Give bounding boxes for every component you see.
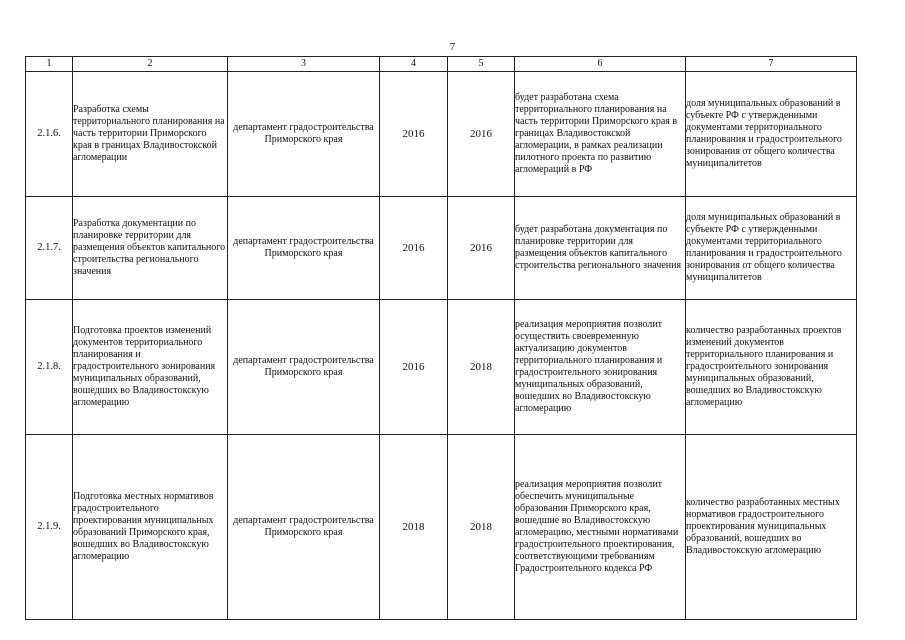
expected-result: реализация мероприятия позволит обеспечить муниципальные образования Приморского края, вошедшие во Владивостокскую агломерацию, местными нормативами градостроительного проектирования, соответствующими требованиям Градостроительного кодекса РФ xyxy=(515,435,686,620)
row-number: 2.1.6. xyxy=(26,72,73,197)
measures-table xyxy=(25,56,857,620)
expected-result: будет разработана документация по планировке территории для размещения объектов капитального строительства регионального значения xyxy=(515,197,686,300)
measure-name: Подготовка местных нормативов градостроительного проектирования муниципальных образований Приморского края, вошедших во Владивостокскую агломерацию xyxy=(73,435,228,620)
expected-result: будет разработана схема территориального планирования на часть территории Приморского края в границах Владивостокской агломерации, в рамках реализации пилотного проекта по развитию агломераций в РФ xyxy=(515,72,686,197)
page-number: 7 xyxy=(449,41,456,53)
start-year: 2016 xyxy=(380,72,448,197)
end-year: 2016 xyxy=(448,197,515,300)
indicator-link: доля муниципальных образований в субъекте РФ с утвержденными документами территориального планирования и градостроительного зонирования от общего количества муниципалитетов xyxy=(686,197,857,300)
measure-name: Подготовка проектов изменений документов территориального планирования и градостроительного зонирования муниципальных образований, вошедших во Владивостокскую агломерацию xyxy=(73,300,228,435)
row-number: 2.1.9. xyxy=(26,435,73,620)
end-year: 2016 xyxy=(448,72,515,197)
header-col-5: 5 xyxy=(448,57,515,72)
header-col-7: 7 xyxy=(686,57,857,72)
start-year: 2018 xyxy=(380,435,448,620)
table-row xyxy=(26,72,857,197)
measure-name: Разработка схемы территориального планирования на часть территории Приморского края в границах Владивостокской агломерации xyxy=(73,72,228,197)
header-col-3: 3 xyxy=(228,57,380,72)
header-col-2: 2 xyxy=(73,57,228,72)
header-row xyxy=(26,57,857,72)
header-col-6: 6 xyxy=(515,57,686,72)
indicator-link: количество разработанных проектов изменений документов территориального планирования и градостроительного зонирования муниципальных образований, вошедших во Владивостокскую агломерацию xyxy=(686,300,857,435)
start-year: 2016 xyxy=(380,197,448,300)
executor: департамент градостроительства Приморского края xyxy=(228,72,380,197)
indicator-link: количество разработанных местных нормативов градостроительного проектирования муниципальных образований, вошедших во Владивостокскую агломерацию xyxy=(686,435,857,620)
executor: департамент градостроительства Приморского края xyxy=(228,197,380,300)
measure-name: Разработка документации по планировке территории для размещения объектов капитального строительства регионального значения xyxy=(73,197,228,300)
end-year: 2018 xyxy=(448,435,515,620)
header-col-4: 4 xyxy=(380,57,448,72)
start-year: 2016 xyxy=(380,300,448,435)
row-number: 2.1.8. xyxy=(26,300,73,435)
executor: департамент градостроительства Приморского края xyxy=(228,435,380,620)
executor: департамент градостроительства Приморского края xyxy=(228,300,380,435)
end-year: 2018 xyxy=(448,300,515,435)
expected-result: реализация мероприятия позволит осуществить своевременную актуализацию документов территориального планирования и градостроительного зонирования муниципальных образований, вошедших во Владивостокскую агломерацию xyxy=(515,300,686,435)
row-number: 2.1.7. xyxy=(26,197,73,300)
table-row xyxy=(26,435,857,620)
table-row xyxy=(26,300,857,435)
table-row xyxy=(26,197,857,300)
header-col-1: 1 xyxy=(26,57,73,72)
indicator-link: доля муниципальных образований в субъекте РФ с утвержденными документами территориального планирования и градостроительного зонирования от общего количества муниципалитетов xyxy=(686,72,857,197)
